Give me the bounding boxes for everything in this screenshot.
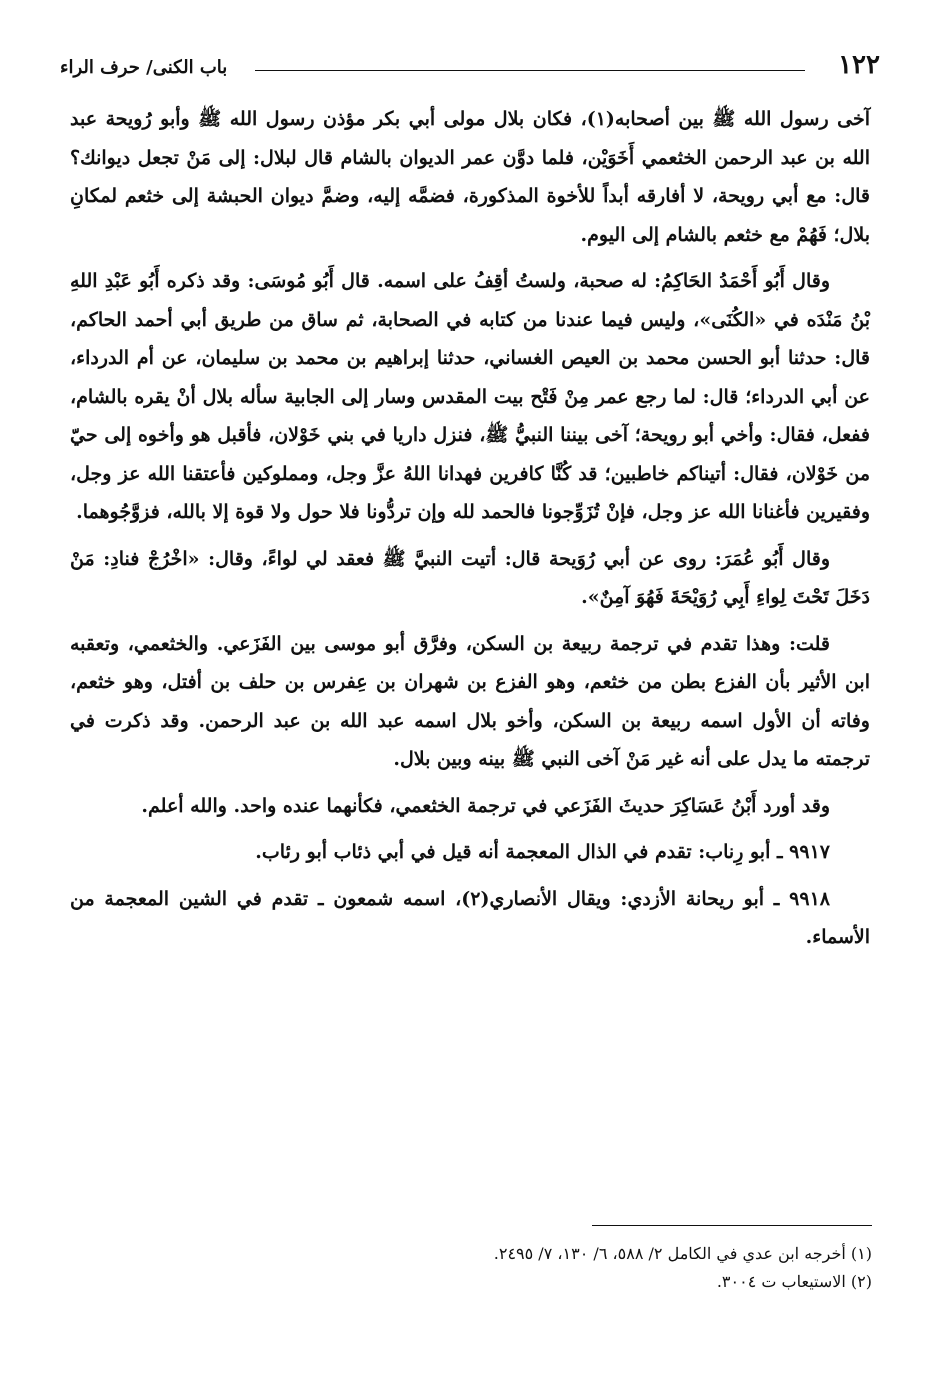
footnote-rule [592, 1225, 872, 1226]
paragraph: وقال أَبُو عُمَرَ: روى عن أبي رُوَيحة قال: أتيت النبيَّ ﷺ فعقد لي لواءً، وقال: «اخْرُجْ فنادِ: مَنْ دَخَلَ تَحْتَ لِواءِ أَبِي رُوَيْحَةَ فَهُوَ آمِنٌ». [70, 547, 870, 608]
footnotes [112, 1240, 872, 1296]
entry-9917: ٩٩١٧ ـ أبو رِناب: تقدم في الذال المعجمة أنه قيل في أبي ذئاب أبو رئاب. [255, 841, 830, 863]
page-header [60, 50, 880, 90]
entry-9918: ٩٩١٨ ـ أبو ريحانة الأزدي: ويقال الأنصاري(٢)، اسمه شمعون ـ تقدم في الشين المعجمة من الأسماء. [70, 887, 870, 948]
paragraph: قلت: وهذا تقدم في ترجمة ربيعة بن السكن، وفرَّق أبو موسى بين الفَزَعي. والخثعمي، وتعقبه ابن الأثير بأن الفزع بطن من خثعم، وهو الفزع بن شهران بن عِفرس بن حلف بن أفتل، وهو خثعم، وفاته أن الأول اسمه ربيعة بن السكن، وأخو بلال اسمه عبد الله بن عبد الرحمن. وقد ذكرت في ترجمته ما يدل على أنه غير مَنْ آخى النبي ﷺ بينه وبين بلال. [70, 632, 870, 770]
running-title: باب الكنى/ حرف الراء [60, 57, 228, 78]
paragraph: آخى رسول الله ﷺ بين أصحابه(١)، فكان بلال مولى أبي بكر مؤذن رسول الله ﷺ وأبو رُويحة عبد الله بن عبد الرحمن الخثعمي أَخَوَيْن، فلما دوَّن عمر الديوان بالشام قال لبلال: إلى مَنْ تجعل ديوانك؟ قال: مع أبي رويحة، لا أفارقه أبداً للأخوة المذكورة، فضمَّه إليه، وضمَّ ديوان الحبشة إلى خثعم لمكانِ بلال؛ فَهُمْ مع خثعم بالشام إلى اليوم. [70, 108, 871, 246]
footnote-1: (١) أخرجه ابن عدي في الكامل ٢/ ٥٨٨، ٦/ ١٣٠، ٧/ ٢٤٩٥. [493, 1244, 872, 1263]
header-rule [255, 70, 805, 71]
page-body [70, 100, 870, 965]
footnote-2: (٢) الاستيعاب ت ٣٠٠٤. [716, 1272, 872, 1291]
paragraph: وقال أَبُو أَحْمَدُ الحَاكِمُ: له صحبة، ولستُ أقِفُ على اسمه. قال أَبُو مُوسَى: وقد ذكره أَبُو عَبْدِ اللهِ بْنُ مَنْدَه في «الكُنَى»، وليس فيما عندنا من كتابه في الصحابة، ثم ساق من طريق أبي أحمد الحاكم، قال: حدثنا أبو الحسن محمد بن العيص الغساني، حدثنا إبراهيم بن محمد بن سليمان، عن أم الدرداء، عن أبي الدرداء؛ قال: لما رجع عمر مِنْ فَتْح بيت المقدس وسار إلى الجابية سأله بلال أنْ يقره بالشام، ففعل، فقال: وأخي أبو رويحة؛ آخى بيننا النبيُّ ﷺ، فنزل داريا في بني خَوْلان، فأقبل هو وأخوه إلى حيّ من خَوْلان، فقال: أتيناكم خاطبين؛ قد كُنَّا كافرين فهدانا اللهُ عزَّ وجل، ومملوكين فأعتقنا الله عز وجل، وفقيرين فأغنانا الله عز وجل، فإنْ تُزَوِّجونا فالحمد لله وإن تردُّونا فلا حول ولا قوة إلا بالله، فزوَّجُوهما. [70, 270, 870, 523]
paragraph: وقد أورد أَبْنُ عَسَاكِرَ حديثَ الفَزَعي في ترجمة الخثعمي، فكأنهما عنده واحد. والله أعلم. [141, 794, 830, 817]
page-number: ١٢٢ [838, 50, 880, 80]
